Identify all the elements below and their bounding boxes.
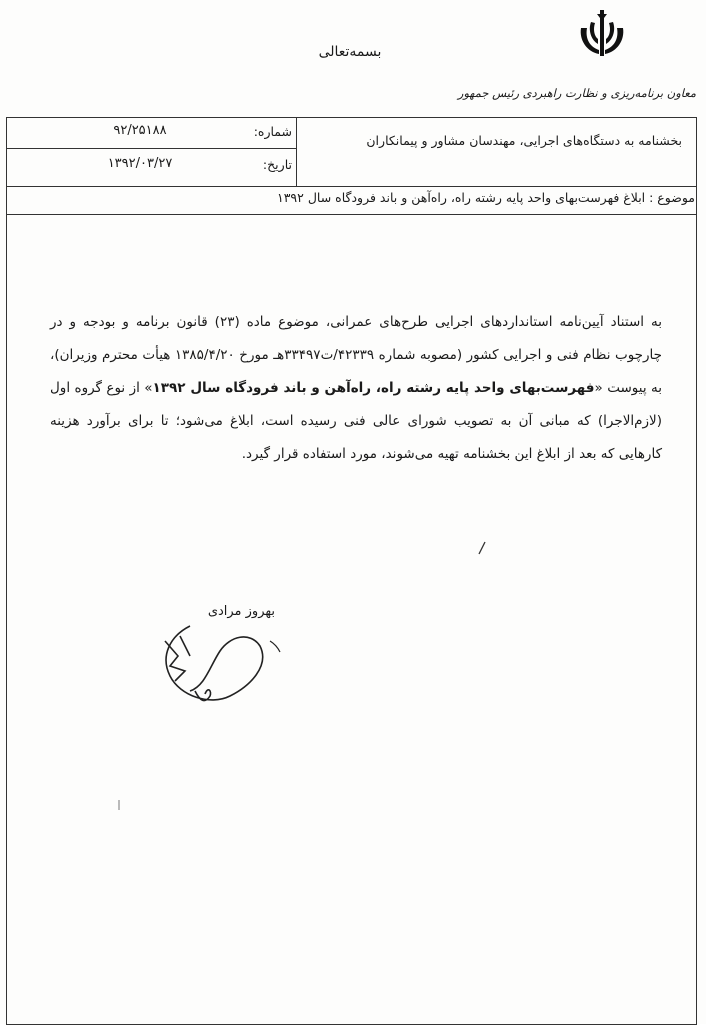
number-value: ۹۲/۲۵۱۸۸ [113,123,167,138]
body-bold-title: فهرست‌بهای واحد پایه رشته راه، راه‌آهن و باند فرودگاه سال ۱۳۹۲ [152,380,595,396]
body-text-part1: به استناد آیین‌نامه استانداردهای اجرایی طرح‌های عمرانی، موضوع ماده (۲۳) قانون برنامه و بودجه و در چارچوب نظام فنی و اجرایی کشور (مصوبه شماره ۴۲۳۳۹/ت۳۳۴۹۷هـ مورخ ۱۳۸۵/۴/۲۰ هیأت محترم وزیران)، به پیوست « [50,314,663,396]
subject-divider [6,214,697,215]
number-label: شماره: [253,124,292,139]
organization-title: معاون برنامه‌ریزی و نظارت راهبردی رئیس جمهور [457,86,696,100]
header-divider [6,186,697,187]
handwritten-signature [150,596,300,716]
recipient-line: بخشنامه به دستگاه‌های اجرایی، مهندسان مشاور و پیمانکاران [366,133,682,148]
letter-frame [6,117,697,1025]
signatory-name: بهروز مرادی [207,604,275,619]
subject-line: موضوع : ابلاغ فهرست‌بهای واحد پایه رشته راه، راه‌آهن و باند فرودگاه سال ۱۳۹۲ [277,190,695,205]
letter-body [50,306,662,471]
basmala-heading: بسمه‌تعالی [318,44,382,60]
body-text-part2: » از نوع گروه اول (لازم‌الاجرا) که مبانی آن به تصویب شورای عالی فنی رسیده است، ابلاغ می‌شود؛ تا برای برآورد هزینه کارهایی که بعد از ابلاغ این بخشنامه تهیه می‌شوند، مورد استفاده قرار گیرد. [50,380,662,462]
emblem-icon [573,6,631,62]
pen-mark [476,540,488,556]
info-column-divider [296,117,297,186]
date-label: تاریخ: [262,157,292,172]
info-row-divider [6,148,296,149]
date-value: ۱۳۹۲/۰۳/۲۷ [107,156,173,171]
scan-speck [116,798,122,812]
